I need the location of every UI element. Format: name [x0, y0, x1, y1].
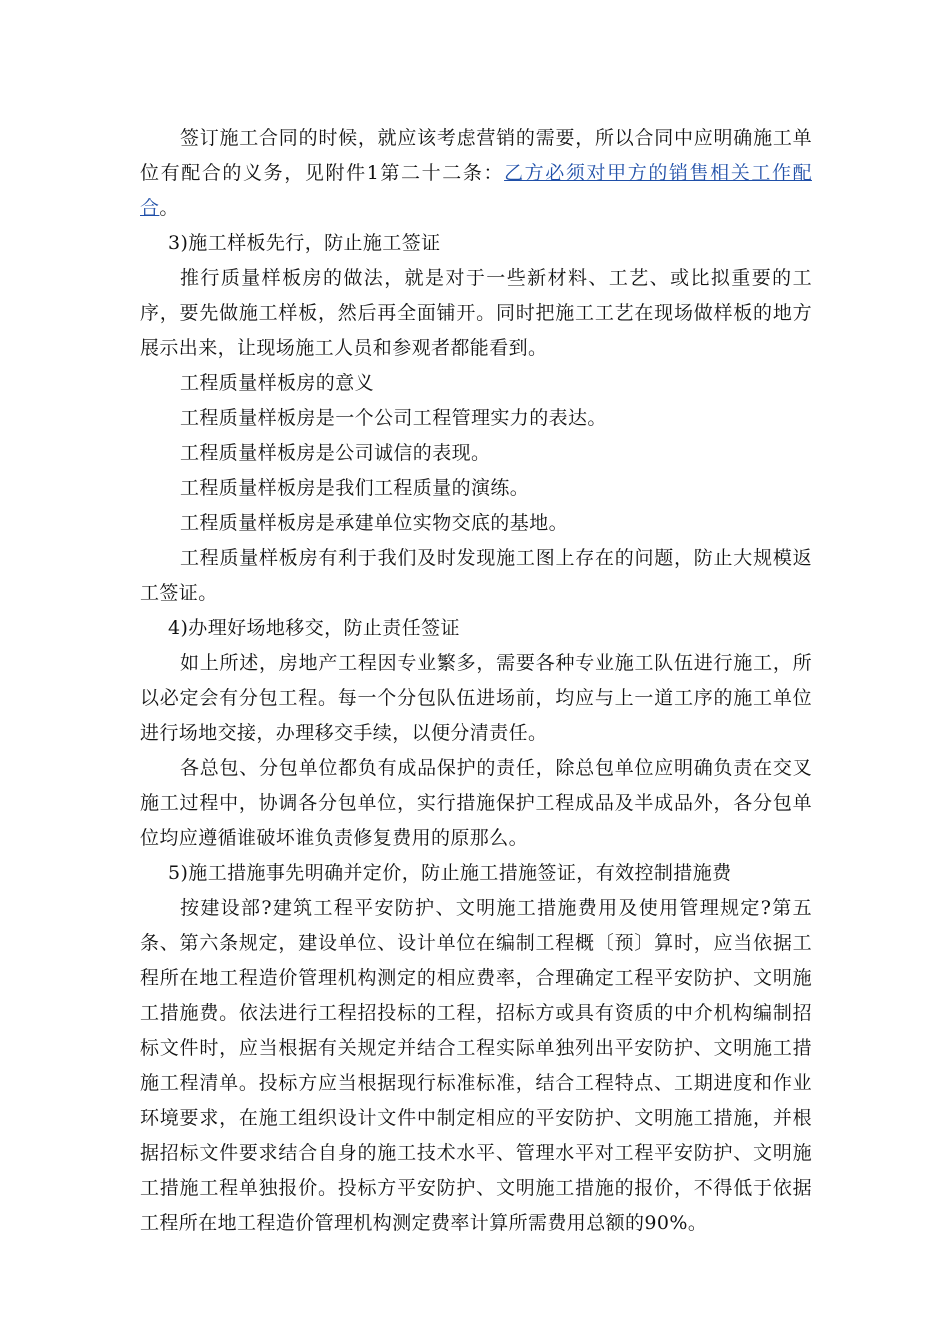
contract-text-end: 。 [159, 197, 179, 219]
heading-3: 3)施工样板先行，防止施工签证 [168, 232, 441, 254]
line-b: 工程质量样板房是公司诚信的表现。 [180, 442, 491, 464]
line-e: 工程质量样板房有利于我们及时发现施工图上存在的问题，防止大规模返工签证。 [140, 547, 812, 604]
heading-4: 4)办理好场地移交，防止责任签证 [168, 617, 460, 639]
paragraph-site-handover: 如上所述，房地产工程因专业繁多，需要各种专业施工队伍进行施工，所以必定会有分包工程。每一个分包队伍进场前，均应与上一道工序的施工单位进行场地交接，办理移交手续，以便分清责任。 [140, 652, 812, 744]
paragraph-product-protection: 各总包、分包单位都负有成品保护的责任，除总包单位应明确负责在交叉施工过程中，协调各分包单位，实行措施保护工程成品及半成品外，各分包单位均应遵循谁破坏谁负责修复费用的原那么。 [140, 757, 812, 849]
paragraph-sample-room: 推行质量样板房的做法，就是对于一些新材料、工艺、或比拟重要的工序，要先做施工样板，然后再全面铺开。同时把施工工艺在现场做样板的地方展示出来，让现场施工人员和参观者都能看到。 [140, 267, 812, 359]
paragraph-contract [140, 121, 812, 226]
line-a: 工程质量样板房是一个公司工程管理实力的表达。 [180, 407, 607, 429]
paragraph-measures-pricing: 按建设部?建筑工程平安防护、文明施工措施费用及使用管理规定?第五条、第六条规定，建设单位、设计单位在编制工程概〔预〕算时，应当依据工程所在地工程造价管理机构测定的相应费率，合理确定工程平安防护、文明施工措施费。依法进行工程招投标的工程，招标方或具有资质的中介机构编制招标文件时，应当根据有关规定并结合工程实际单独列出平安防护、文明施工措施工程清单。投标方应当根据现行标准标准，结合工程特点、工期进度和作业环境要求，在施工组织设计文件中制定相应的平安防护、文明施工措施，并根据招标文件要求结合自身的施工技术水平、管理水平对工程平安防护、文明施工措施工程单独报价。投标方平安防护、文明施工措施的报价，不得低于依据工程所在地工程造价管理机构测定费率计算所需费用总额的90%。 [140, 897, 812, 1234]
line-c: 工程质量样板房是我们工程质量的演练。 [180, 477, 530, 499]
line-meaning: 工程质量样板房的意义 [180, 372, 375, 394]
sales-cooperation-link[interactable]: 乙方必须对甲方的销售相关工作配合 [140, 162, 812, 219]
contract-text: 签订施工合同的时候，就应该考虑营销的需要，所以合同中应明确施工单位有配合的义务，见附件1第二十二条： [140, 127, 812, 184]
document-body [140, 121, 812, 1241]
line-d: 工程质量样板房是承建单位实物交底的基地。 [180, 512, 569, 534]
heading-5: 5)施工措施事先明确并定价，防止施工措施签证，有效控制措施费 [168, 862, 732, 884]
